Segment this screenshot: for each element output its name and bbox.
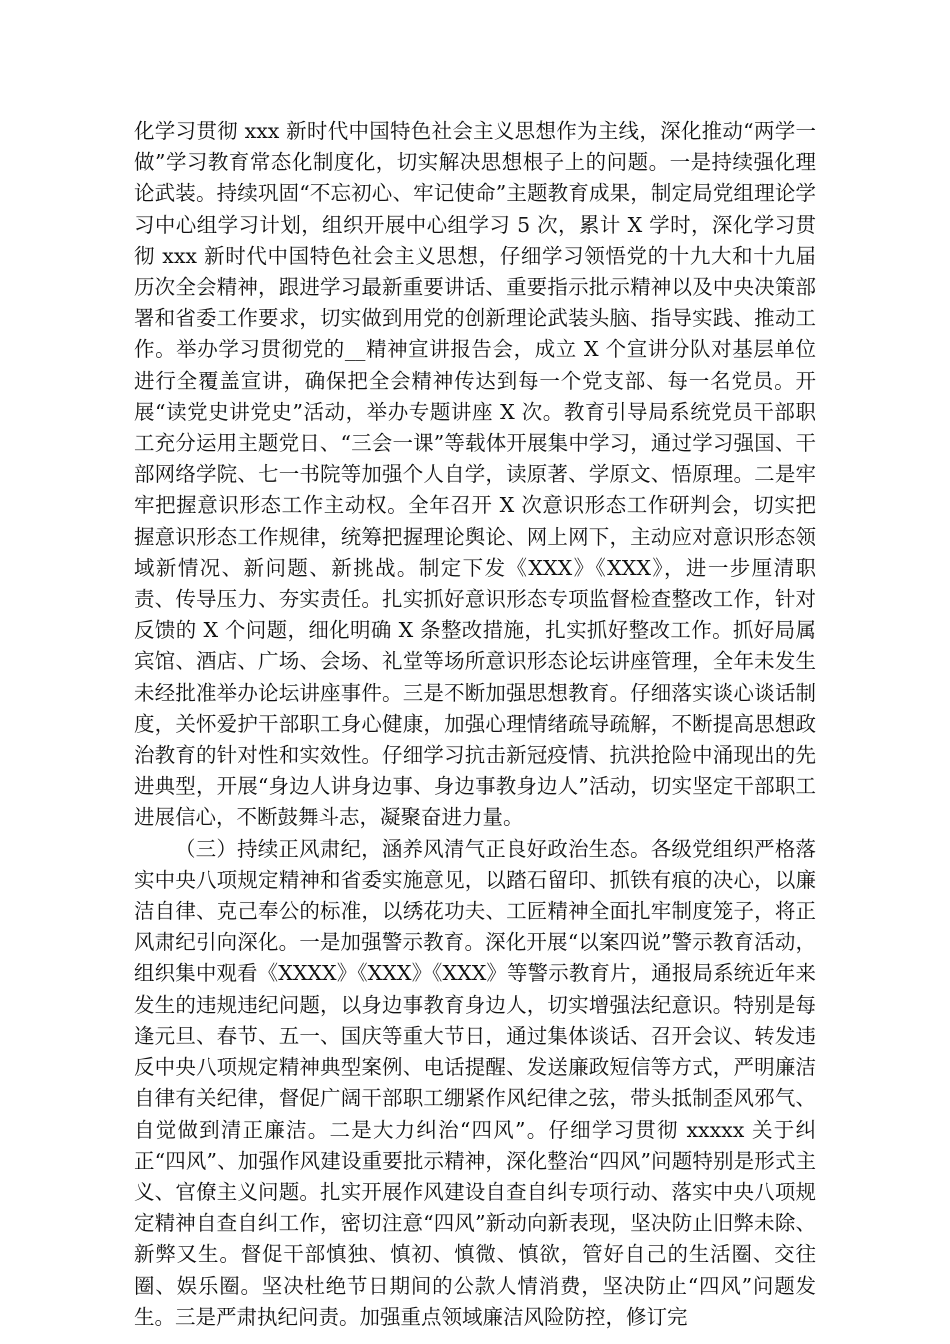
body-paragraph-1: 化学习贯彻 xxx 新时代中国特色社会主义思想作为主线，深化推动“两学一做”学习教育常态化制度化，切实解决思想根子上的问题。一是持续强化理论武装。持续巩固“不忘初心、牢记使命”主题教育成果，制定局党组理论学习中心组学习计划，组织开展中心组学习 5 次，累计 X 学时，深化学习贯彻 xxx 新时代中国特色社会主义思想，仔细学习领悟党的十九大和十九届历次全会精神，跟进学习最新重要讲话、重要指示批示精神以及中央决策部署和省委工作要求，切实做到用党的创新理论武装头脑、指导实践、推动工作。举办学习贯彻党的__精神宣讲报告会，成立 X 个宣讲分队对基层单位进行全覆盖宣讲，确保把全会精神传达到每一个党支部、每一名党员。开展“读党史讲党史”活动，举办专题讲座 X 次。教育引导局系统党员干部职工充分运用主题党日、“三会一课”等载体开展集中学习，通过学习强国、干部网络学院、七一书院等加强个人自学，读原著、学原文、悟原理。二是牢牢把握意识形态工作主动权。全年召开 X 次意识形态工作研判会，切实把握意识形态工作规律，统筹把握理论舆论、网上网下，主动应对意识形态领域新情况、新问题、新挑战。制定下发《XXX》《XXX》，进一步厘清职责、传导压力、夯实责任。扎实抓好意识形态专项监督检查整改工作，针对反馈的 X 个问题，细化明确 X 条整改措施，扎实抓好整改工作。抓好局属宾馆、酒店、广场、会场、礼堂等场所意识形态论坛讲座管理，全年未发生未经批准举办论坛讲座事件。三是不断加强思想教育。仔细落实谈心谈话制度，关怀爱护干部职工身心健康，加强心理情绪疏导疏解，不断提高思想政治教育的针对性和实效性。仔细学习抗击新冠疫情、抗洪抢险中涌现出的先进典型，开展“身边人讲身边事、身边事教身边人”活动，切实坚定干部职工进展信心，不断鼓舞斗志，凝聚奋进力量。 — [134, 119, 816, 830]
body-paragraph-2: （三）持续正风肃纪，涵养风清气正良好政治生态。各级党组织严格落实中央八项规定精神和省委实施意见，以踏石留印、抓铁有痕的决心，以廉洁自律、克己奉公的标准，以绣花功夫、工匠精神全面扎牢制度笼子，将正风肃纪引向深化。一是加强警示教育。深化开展“以案四说”警示教育活动，组织集中观看《XXXX》《XXX》《XXX》等警示教育片，通报局系统近年来发生的违规违纪问题，以身边事教育身边人，切实增强法纪意识。特别是每逢元旦、春节、五一、国庆等重大节日，通过集体谈话、召开会议、转发违反中央八项规定精神典型案例、电话提醒、发送廉政短信等方式，严明廉洁自律有关纪律，督促广阔干部职工绷紧作风纪律之弦，带头抵制歪风邪气、自觉做到清正廉洁。二是大力纠治“四风”。仔细学习贯彻 xxxxx 关于纠正“四风”、加强作风建设重要批示精神，深化整治“四风”问题特别是形式主义、官僚主义问题。扎实开展作风建设自查自纠专项行动、落实中央八项规定精神自查自纠工作，密切注意“四风”新动向新表现，坚决防止旧弊未除、新弊又生。督促干部慎独、慎初、慎微、慎欲，管好自己的生活圈、交往圈、娱乐圈。坚决杜绝节日期间的公款人情消费，坚决防止“四风”问题发生。三是严肃执纪问责。加强重点领域廉洁风险防控，修订完 — [134, 836, 816, 1329]
